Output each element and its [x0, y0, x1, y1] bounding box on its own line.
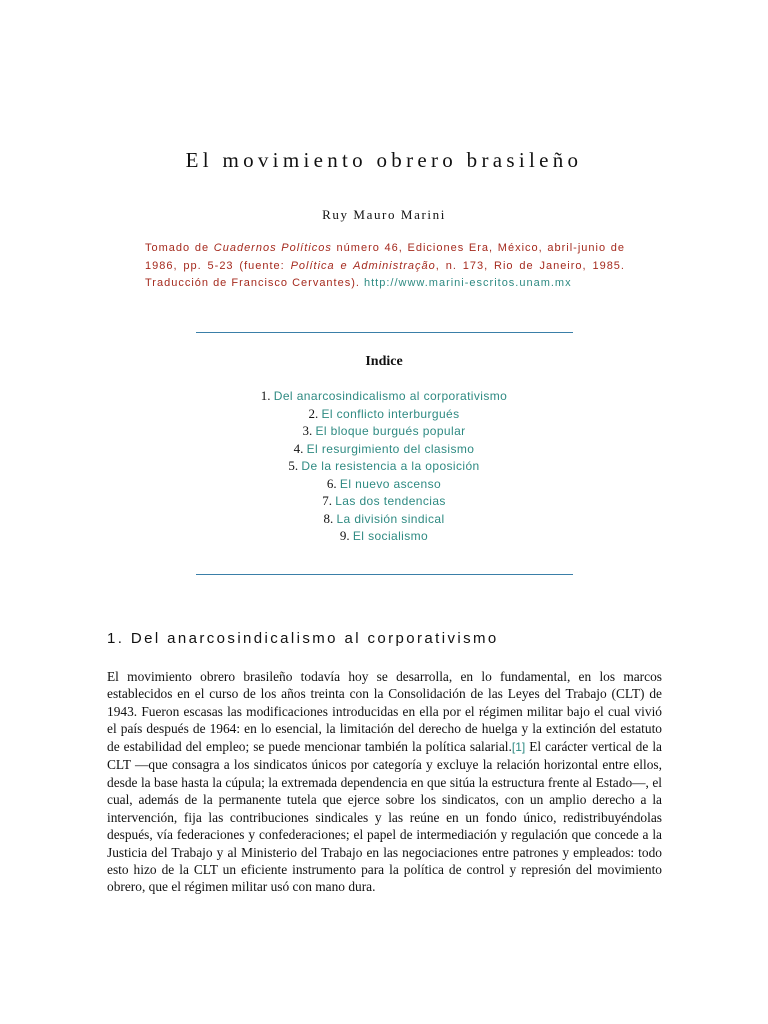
document-title: El movimiento obrero brasileño: [185, 148, 583, 172]
source-journal: Cuadernos Políticos: [213, 242, 332, 254]
author-name: Ruy Mauro Marini: [322, 207, 446, 222]
toc-link[interactable]: El nuevo ascenso: [339, 476, 442, 491]
paragraph-text-part1: El movimiento obrero brasileño todavía hoy se desarrolla, en lo fundamental, en los marcos establecidos en el curso de los años treinta con la Consolidación de las Leyes del Trabajo (CLT) de 1943. Fueron escasas las modificaciones introducidas en ella por el régimen militar bajo el cual vivió el país después de 1964: en lo esencial, la limitación del derecho de huelga y la extinción del estatuto de estabilidad del empleo; se puede mencionar también la política salarial.: [107, 669, 662, 754]
toc-number: 9.: [339, 528, 350, 543]
toc-item: [0, 510, 768, 528]
toc-item: [0, 457, 768, 475]
source-prefix: Tomado de: [145, 242, 214, 254]
toc-item: [0, 527, 768, 545]
toc-link[interactable]: Del anarcosindicalismo al corporativismo: [273, 389, 508, 403]
toc-item: [0, 475, 768, 493]
toc-number: 1.: [260, 388, 271, 403]
table-of-contents: [0, 387, 768, 545]
toc-link[interactable]: El conflicto interburgués: [321, 406, 460, 421]
toc-number: 3.: [302, 423, 313, 438]
toc-link[interactable]: El resurgimiento del clasismo: [306, 441, 475, 456]
toc-link[interactable]: El socialismo: [352, 529, 429, 543]
section-heading: 1. Del anarcosindicalismo al corporativismo: [107, 630, 499, 647]
toc-link[interactable]: El bloque burgués popular: [315, 424, 466, 438]
toc-link[interactable]: De la resistencia a la oposición: [301, 459, 480, 473]
index-heading: Indice: [365, 354, 403, 369]
toc-link[interactable]: La división sindical: [336, 511, 445, 526]
toc-number: 6.: [326, 475, 337, 491]
source-middle: número 46, Ediciones Era, México, abril-junio de 1986, pp. 5-23 (fuente:: [145, 242, 625, 272]
toc-number: 8.: [323, 510, 334, 526]
bottom-divider: [196, 574, 573, 575]
body-paragraph: [107, 668, 662, 896]
toc-link[interactable]: Las dos tendencias: [335, 494, 446, 508]
footnote-link[interactable]: [1]: [511, 739, 526, 754]
source-url-link[interactable]: http://www.marini-escritos.unam.mx: [364, 277, 572, 289]
toc-item: [0, 440, 768, 458]
toc-number: 5.: [288, 458, 299, 473]
toc-number: 2.: [308, 405, 319, 421]
toc-item: [0, 492, 768, 510]
toc-number: 4.: [293, 440, 304, 456]
source-original-journal: Política e Administração: [290, 259, 436, 272]
source-citation: [145, 240, 625, 293]
source-suffix: , n. 173, Rio de Janeiro, 1985. Traducción de Francisco Cervantes).: [145, 259, 625, 289]
toc-item: [0, 387, 768, 405]
toc-item: [0, 422, 768, 440]
paragraph-text-part2: El carácter vertical de la CLT —que consagra a los sindicatos únicos por categoría y excluye la relación horizontal entre ellos, desde la base hasta la cúpula; la extremada dependencia en que sitúa la estructura frente al Estado—, el cual, además de la permanente tutela que ejerce sobre los sindicatos, con un amplio derecho a la intervención, fija las contribuciones sindicales y las reúne en un fondo único, redistribuyéndolas después, vía federaciones y confederaciones; el papel de intermediación y regulación que concede a la Justicia del Trabajo y al Ministerio del Trabajo en las negociaciones entre patrones y empleados: todo esto hizo de la CLT un eficiente instrumento para la política de control y represión del movimiento obrero, que el régimen militar usó con mano dura.: [107, 738, 662, 895]
toc-item: [0, 405, 768, 423]
top-divider: [196, 332, 573, 333]
toc-number: 7.: [322, 493, 332, 508]
